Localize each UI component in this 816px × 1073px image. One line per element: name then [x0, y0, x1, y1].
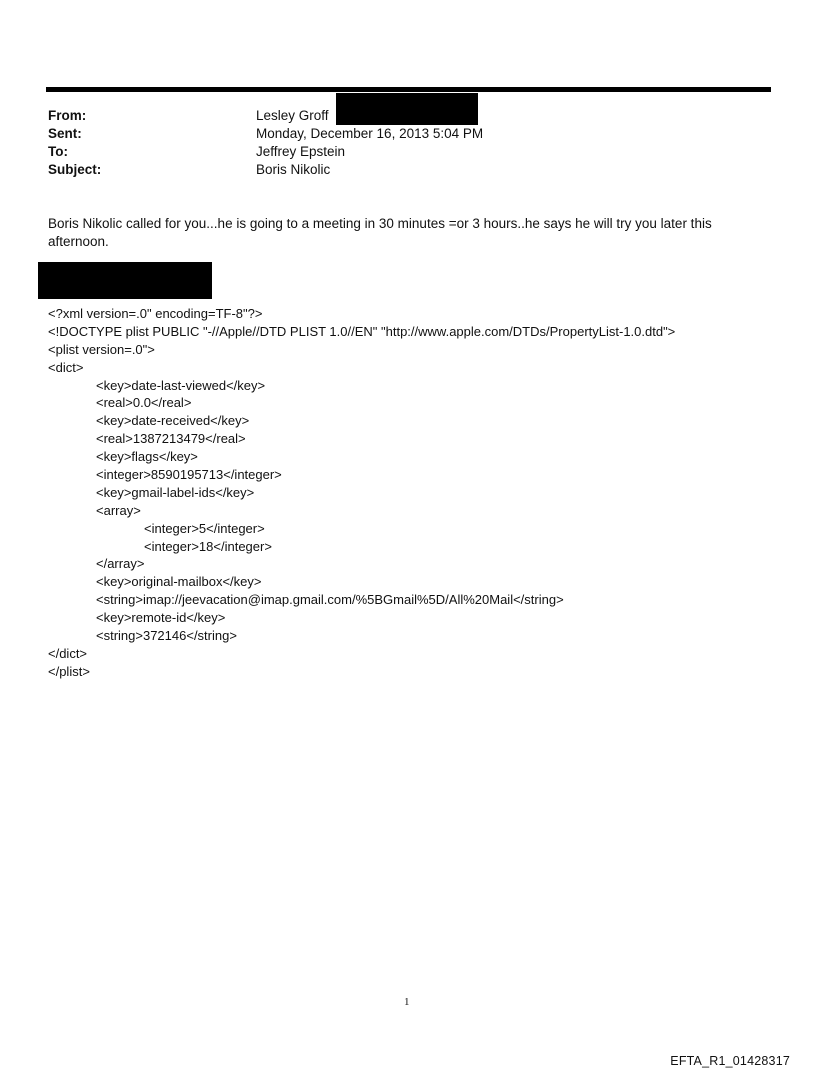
xml-line: <key>date-last-viewed</key> [96, 377, 266, 393]
xml-line: <integer>18</integer> [144, 538, 272, 554]
subject-label: Subject: [48, 162, 102, 177]
xml-line: <plist version=.0"> [48, 341, 155, 357]
xml-line: </plist> [48, 663, 90, 679]
header-rule [46, 87, 771, 92]
from-value-wrap [256, 107, 768, 125]
to-row [48, 143, 768, 161]
sent-row [48, 125, 768, 143]
xml-plist-block [48, 305, 788, 681]
xml-line: <integer>5</integer> [144, 520, 265, 536]
xml-line: <string>imap://jeevacation@imap.gmail.com/%5BGmail%5D/All%20Mail</string> [96, 592, 564, 608]
xml-line: <key>flags</key> [96, 449, 198, 465]
subject-value: Boris Nikolic [256, 162, 331, 177]
xml-line: <dict> [48, 359, 84, 375]
xml-line: <key>date-received</key> [96, 413, 250, 429]
message-body: Boris Nikolic called for you...he is going to a meeting in 30 minutes =or 3 hours..he says he will try you later this afternoon. [48, 216, 712, 249]
sent-value: Monday, December 16, 2013 5:04 PM [256, 126, 484, 141]
from-value: Lesley Groff [256, 108, 329, 123]
xml-line: <integer>8590195713</integer> [96, 467, 282, 483]
xml-line: </array> [96, 556, 145, 572]
xml-line: <real>0.0</real> [96, 395, 192, 411]
xml-line: <array> [96, 502, 141, 518]
from-label: From: [48, 108, 87, 123]
to-value: Jeffrey Epstein [256, 144, 346, 159]
redaction-box [336, 93, 478, 125]
redaction-box [38, 262, 212, 299]
xml-line: <key>original-mailbox</key> [96, 574, 262, 590]
xml-line: <key>remote-id</key> [96, 610, 226, 626]
xml-line: <string>372146</string> [96, 628, 237, 644]
xml-line: <!DOCTYPE plist PUBLIC "-//Apple//DTD PLIST 1.0//EN" "http://www.apple.com/DTDs/PropertyList-1.0.dtd"> [48, 323, 676, 339]
sent-label: Sent: [48, 126, 82, 141]
document-id: EFTA_R1_01428317 [670, 1054, 790, 1068]
xml-line: </dict> [48, 645, 88, 661]
xml-line: <key>gmail-label-ids</key> [96, 484, 255, 500]
email-header [48, 107, 768, 179]
from-row [48, 107, 768, 125]
xml-line: <real>1387213479</real> [96, 431, 246, 447]
page-number: 1 [404, 996, 410, 1008]
xml-line: <?xml version=.0" encoding=TF-8"?> [48, 306, 263, 321]
to-label: To: [48, 144, 68, 159]
subject-row [48, 161, 768, 179]
